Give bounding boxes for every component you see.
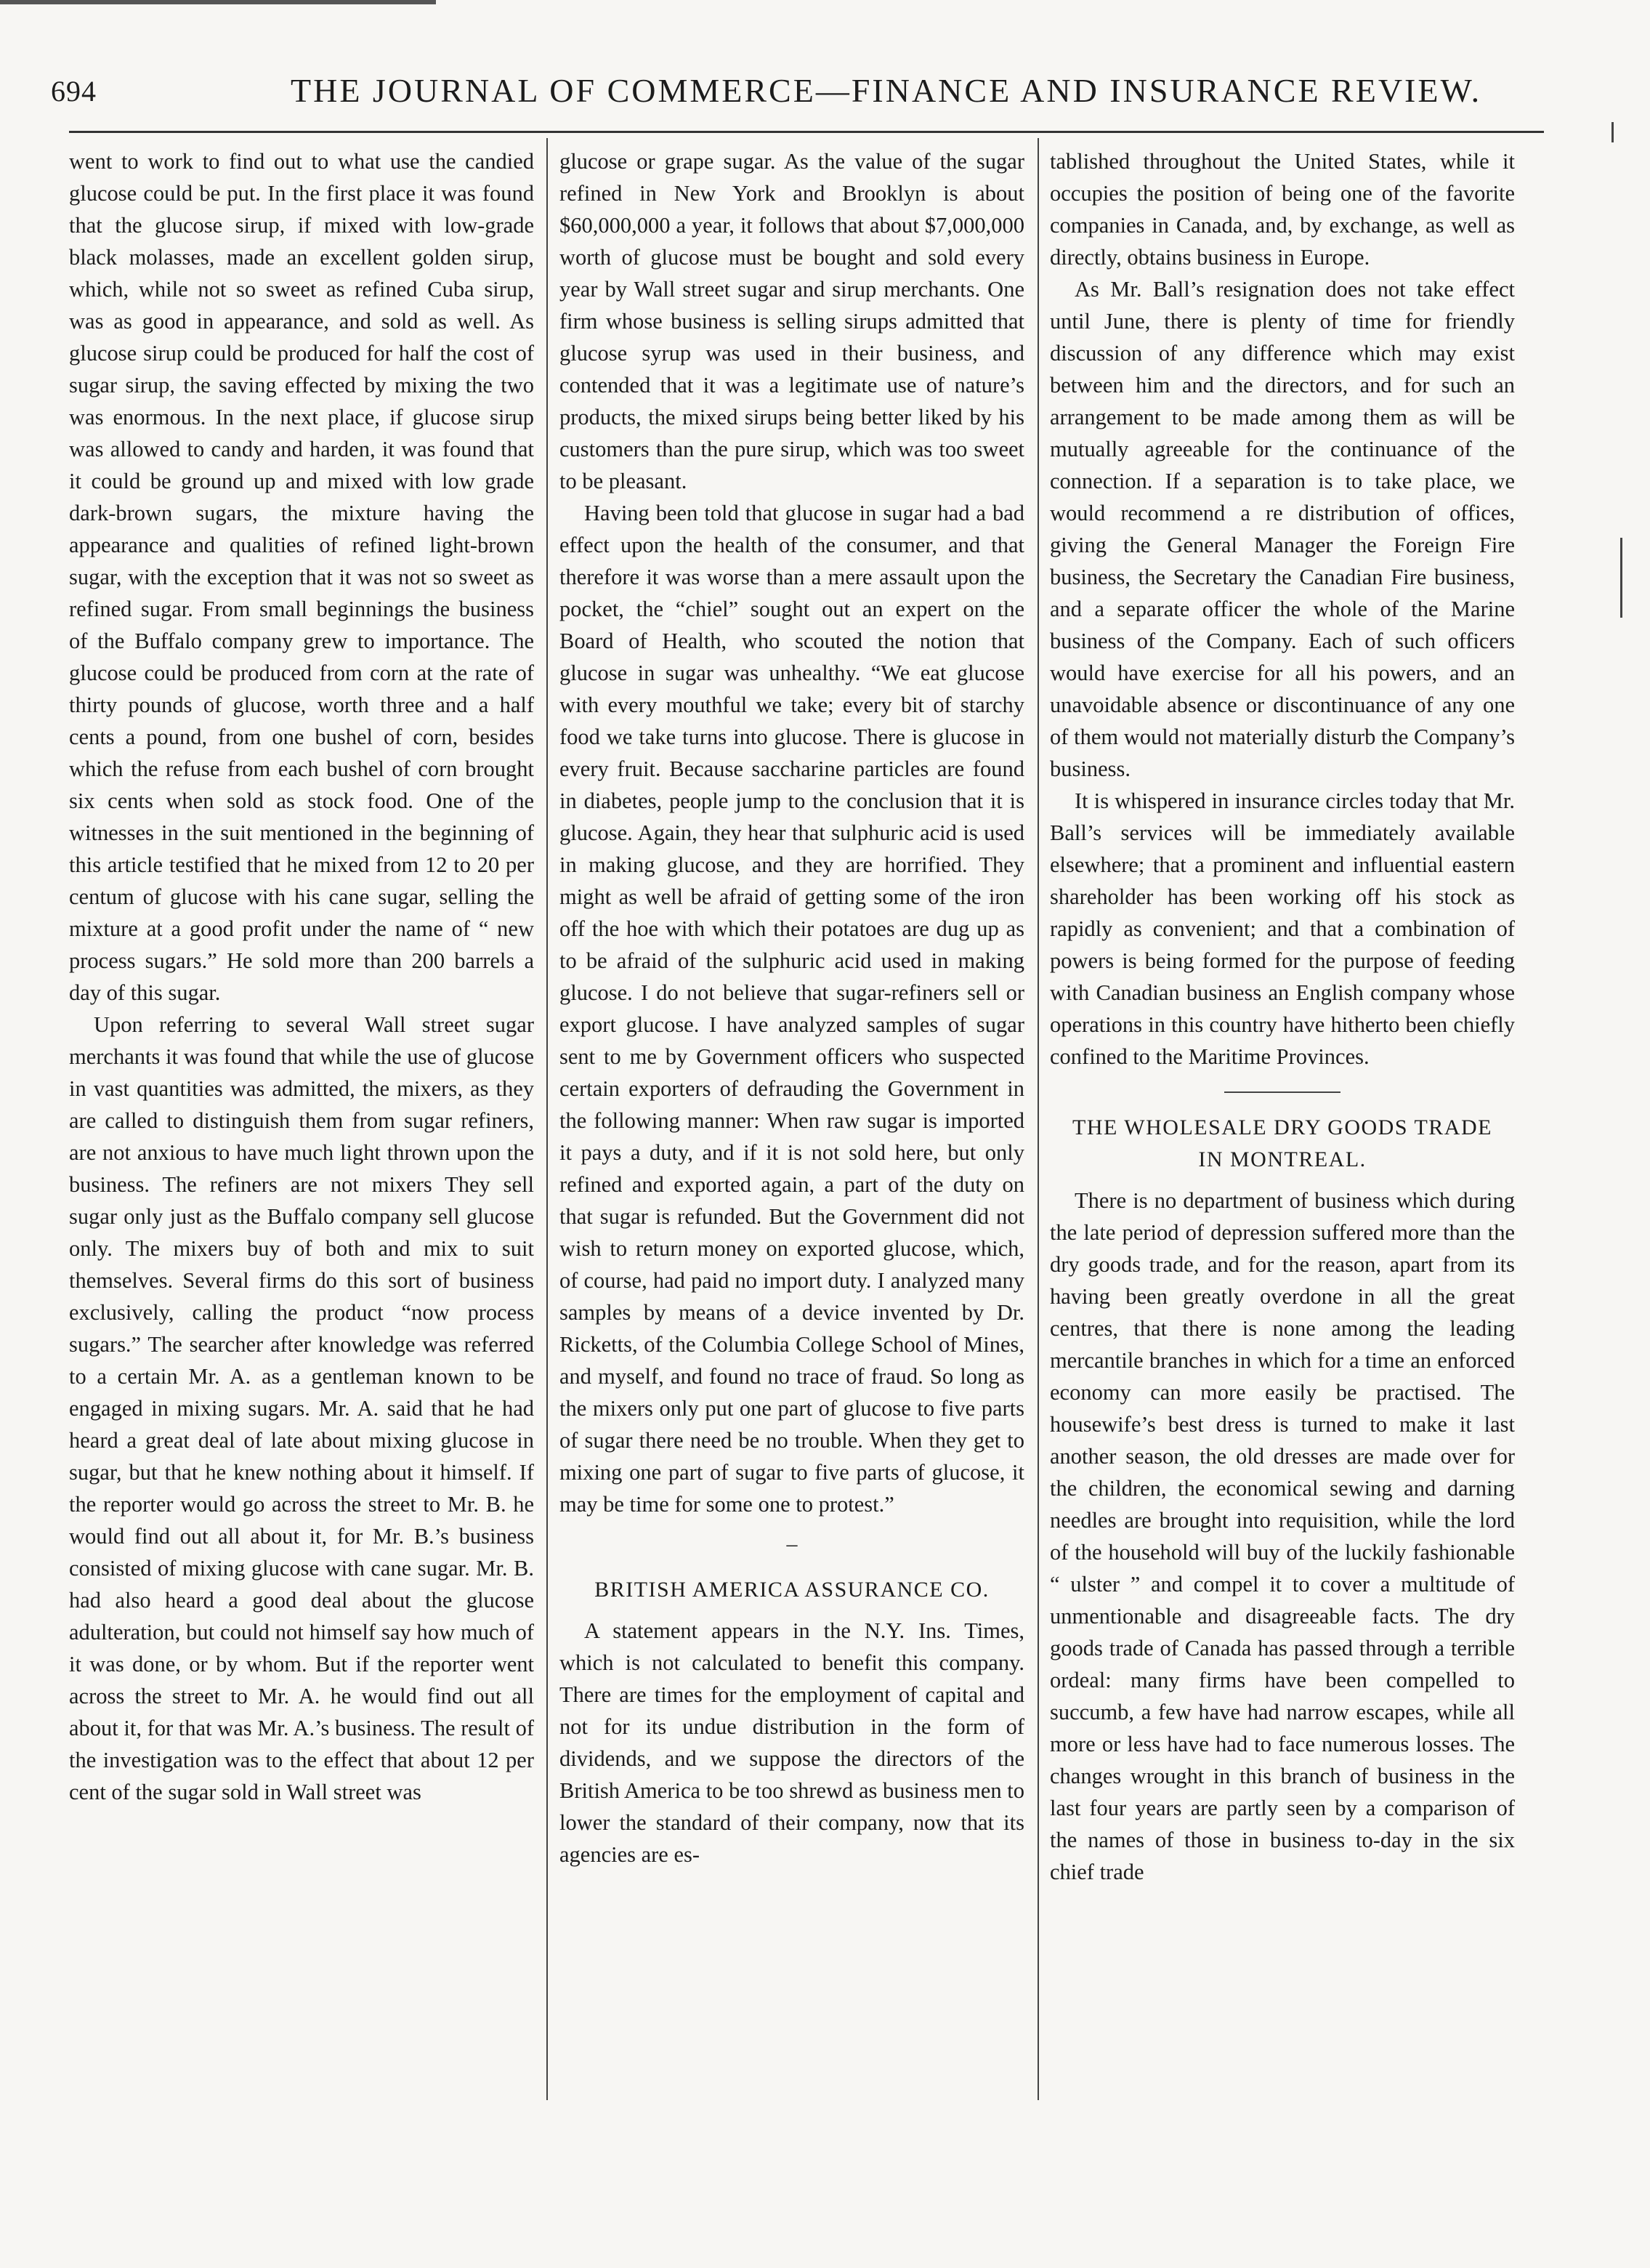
journal-title: THE JOURNAL OF COMMERCE—FINANCE AND INSURANCE REVIEW.: [291, 72, 1482, 109]
page-number: 694: [51, 75, 97, 108]
column-1: [69, 145, 534, 1808]
article-paragraph: As Mr. Ball’s resignation does not take effect until June, there is plenty of time for friendly discussion of any difference which may exist between him and the directors, and for such an arrangement to be made among them as will be mutually agreeable for the continuance of the connection. If a separation is to take place, we would recommend a re distribution of offices, giving the General Manager the Foreign Fire business, the Secretary the Canadian Fire business, and a separate officer the whole of the Marine business of the Company. Each of such officers would have exercise for all his powers, and an unavoidable absence or discontinuance of any one of them would not materially disturb the Company’s business.: [1050, 277, 1515, 781]
column-2: [559, 145, 1024, 1871]
section-heading: [1050, 1112, 1515, 1176]
article-paragraph: It is whispered in insurance circles today that Mr. Ball’s services will be immediately available elsewhere; that a prominent and influential eastern shareholder has been working off his stock as rapidly as convenient; and that a combination of powers is being formed for the purpose of feeding with Canadian business an English company whose operations in this country have hitherto been chiefly confined to the Maritime Provinces.: [1050, 788, 1515, 1069]
article-paragraph: There is no department of business which during the late period of depression suffered more than the dry goods trade, and for the reason, apart from its having been greatly overdone in all the great centres, that there is none among the leading mercantile branches in which for a time an enforced economy can more easily be practised. The housewife’s best dress is turned to make it last another season, the old dresses are made over for the children, the economical sewing and darning needles are brought into requisition, while the lord of the household will buy of the luckily fashionable “ ulster ” and compel it to cover a multitude of unmentionable and disagreeable facts. The dry goods trade of Canada has passed through a terrible ordeal: many firms have been compelled to succumb, a few have had narrow escapes, while all more or less have had to face numerous losses. The changes wrought in this branch of business in the last four years are partly seen by a comparison of the names of those in business to-day in the six chief trade: [1050, 1188, 1515, 1884]
column-divider: [1038, 138, 1039, 2100]
section-heading-line: IN MONTREAL.: [1198, 1147, 1367, 1171]
article-paragraph: glucose or grape sugar. As the value of the sugar refined in New York and Brooklyn is about $60,000,000 a year, it follows that about $7,000,000 worth of glucose must be bought and sold every year by Wall street sugar and sirup merchants. One firm whose business is selling sirups admitted that glucose syrup was used in their business, and contended that it was a legitimate use of nature’s products, the mixed sirups being better liked by his customers than the pure sirup, which was too sweet to be pleasant.: [559, 149, 1024, 493]
section-rule: [1224, 1091, 1340, 1093]
article-paragraph: A statement appears in the N.Y. Ins. Times, which is not calculated to benefit this company. There are times for the employment of capital and not for its undue distribution in the form of dividends, and we suppose the directors of the British America to be too shrewd as business men to lower the standard of their company, now that its agencies are es-: [559, 1618, 1024, 1867]
section-heading-line: THE WHOLESALE DRY GOODS TRADE: [1072, 1115, 1492, 1139]
section-heading: BRITISH AMERICA ASSURANCE CO.: [594, 1578, 990, 1602]
section-separator: –: [786, 1532, 798, 1556]
article-paragraph: went to work to find out to what use the candied glucose could be put. In the first place it was found that the glucose sirup, if mixed with low-grade black molasses, made an excellent golden sirup, which, while not so sweet as refined Cuba sirup, was as good in appearance, and sold as well. As glucose sirup could be produced for half the cost of sugar sirup, the saving effected by mixing the two was enormous. In the next place, if glucose sirup was allowed to candy and harden, it was found that it could be ground up and mixed with low grade dark-brown sugars, the mixture having the appearance and qualities of refined light-brown sugar, with the exception that it was not so sweet as refined sugar. From small beginnings the business of the Buffalo company grew to importance. The glucose could be produced from corn at the rate of thirty pounds of glucose, worth three and a half cents a pound, from one bushel of corn, besides which the refuse from each bushel of corn brought six cents when sold as stock food. One of the witnesses in the suit mentioned in the beginning of this article testified that he mixed from 12 to 20 per centum of glucose with his cane sugar, selling the mixture at a good profit under the name of “ new process sugars.” He sold more than 200 barrels a day of this sugar.: [69, 149, 534, 1005]
column-3: [1050, 145, 1515, 1888]
column-divider: [546, 138, 548, 2100]
top-edge-rule: [0, 0, 436, 4]
article-paragraph: tablished throughout the United States, while it occupies the position of being one of the favorite companies in Canada, and, by exchange, as well as directly, obtains business in Europe.: [1050, 149, 1515, 270]
page-header: [51, 71, 1548, 122]
margin-mark: [1620, 538, 1622, 618]
article-paragraph: Having been told that glucose in sugar had a bad effect upon the health of the consumer, and that therefore it was worse than a mere assault upon the pocket, the “chiel” sought out an expert on the Board of Health, who scouted the notion that glucose in sugar was unhealthy. “We eat glucose with every mouthful we take; every bit of starchy food we take turns into glucose. There is glucose in every fruit. Because saccharine particles are found in diabetes, people jump to the conclusion that it is glucose. Again, they hear that sulphuric acid is used in making glucose, and they are horrified. They might as well be afraid of getting some of the iron off the hoe with which their potatoes are dug up as to be afraid of the sulphuric acid used in making glucose. I do not believe that sugar-refiners sell or export glucose. I have analyzed samples of sugar sent to me by Government officers who suspected certain exporters of defrauding the Government in the following manner: When raw sugar is imported it pays a duty, and if it is not sold here, but only refined and exported again, a part of the duty on that sugar is refunded. But the Government did not wish to return money on exported glucose, which, of course, had paid no import duty. I analyzed many samples by means of a device invented by Dr. Ricketts, of the Columbia College School of Mines, and myself, and found no trace of fraud. So long as the mixers only put one part of glucose to five parts of sugar there need be no trouble. When they get to mixing one part of sugar to five parts of glucose, it may be time for some one to protest.”: [559, 501, 1024, 1517]
header-rule: [69, 131, 1544, 133]
margin-mark: [1611, 122, 1614, 142]
article-paragraph: Upon referring to several Wall street sugar merchants it was found that while the use of glucose in vast quantities was admitted, the mixers, as they are called to distinguish them from sugar refiners, are not anxious to have much light thrown upon the business. The refiners are not mixers They sell sugar only just as the Buffalo company sell glucose only. The mixers buy of both and mix to suit themselves. Several firms do this sort of business exclusively, calling the product “now process sugars.” The searcher after knowledge was referred to a certain Mr. A. as a gentleman known to be engaged in mixing sugars. Mr. A. said that he had heard a great deal of late about mixing glucose in sugar, but that he knew nothing about it himself. If the reporter would go across the street to Mr. B. he would find out all about it, for Mr. B.’s business consisted of mixing glucose with cane sugar. Mr. B. had also heard a good deal about the glucose adulteration, but could not himself say how much of it was done, or by whom. But if the reporter went across the street to Mr. A. he would find out all about it, for that was Mr. A.’s business. The result of the investigation was to the effect that about 12 per cent of the sugar sold in Wall street was: [69, 1012, 534, 1804]
